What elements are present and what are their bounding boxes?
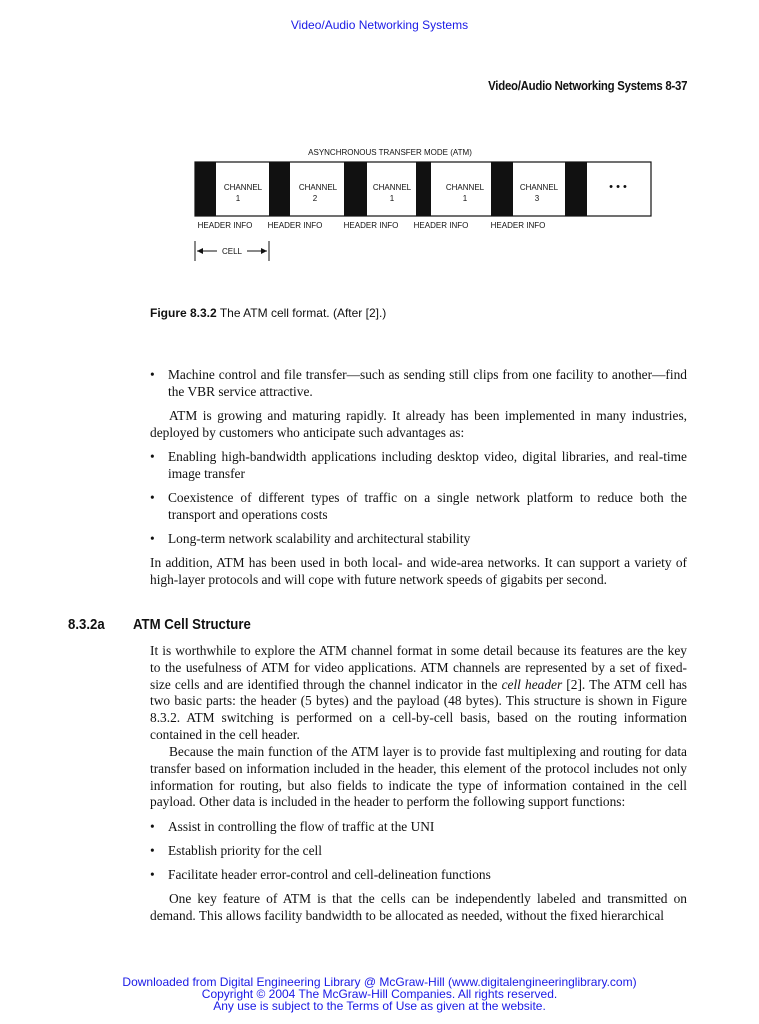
caption-text: The ATM cell format. (After [2].) bbox=[216, 306, 387, 320]
header-block bbox=[344, 162, 367, 216]
channel-num: 3 bbox=[534, 194, 540, 203]
header-info-label: HEADER INFO bbox=[197, 221, 253, 230]
bullet-icon: • bbox=[150, 490, 155, 505]
header-info-label: HEADER INFO bbox=[267, 221, 323, 230]
header-block bbox=[195, 162, 216, 216]
list-item: • Assist in controlling the flow of traffic at the UNI bbox=[150, 819, 435, 834]
list-item: • Enabling high-bandwidth applications including desktop video, digital libraries, and real-time image transfer bbox=[150, 449, 687, 481]
bullet-icon: • bbox=[150, 449, 155, 464]
channel-label: CHANNEL bbox=[298, 183, 338, 192]
running-head: Video/Audio Networking Systems 8-37 bbox=[487, 78, 687, 93]
channel-label: CHANNEL bbox=[519, 183, 559, 192]
list-item: • Establish priority for the cell bbox=[150, 843, 322, 858]
list-item: • Facilitate header error-control and cell-delineation functions bbox=[150, 867, 491, 882]
header-info-label: HEADER INFO bbox=[490, 221, 546, 230]
list-item: • Coexistence of different types of traffic on a single network platform to reduce both the transport and operations costs bbox=[150, 490, 687, 522]
channel-num: 2 bbox=[312, 194, 318, 203]
section-number: 8.3.2a bbox=[68, 616, 105, 633]
channel-num: 1 bbox=[235, 194, 241, 203]
section-title: ATM Cell Structure bbox=[133, 616, 251, 633]
paragraph: ATM is growing and maturing rapidly. It already has been implemented in many industries, deployed by customers who anticipate such advantages as: bbox=[150, 408, 687, 440]
paragraph: It is worthwhile to explore the ATM channel format in some detail because its features are the key to the usefulness of ATM for video applications. ATM channels are represented by a set of fixed-size cells and are identified through the channel indicator in the cell header [2]. The ATM cell has two basic parts: the header (5 bytes) and the payload (48 bytes). This structure is shown in Figure 8.3.2. ATM switching is performed on a cell-by-cell basis, based on the routing information contained in the cell header. bbox=[150, 643, 687, 742]
paragraph: In addition, ATM has been used in both local- and wide-area networks. It can support a variety of high-layer protocols and will cope with future network speeds of gigabits per second. bbox=[150, 555, 687, 587]
footer-line-2: Copyright © 2004 The McGraw-Hill Companies. All rights reserved. bbox=[201, 987, 558, 1001]
channel-num: 1 bbox=[389, 194, 395, 203]
list-item: • Machine control and file transfer—such as sending still clips from one facility to another—find the VBR service attractive. bbox=[150, 367, 687, 399]
cell-label: CELL bbox=[221, 247, 243, 256]
paragraph: One key feature of ATM is that the cells can be independently labeled and transmitted on demand. This allows facility bandwidth to be allocated as needed, without the fixed hierarchical bbox=[150, 891, 687, 923]
bullet-icon: • bbox=[150, 367, 155, 382]
header-block bbox=[416, 162, 431, 216]
top-link[interactable]: Video/Audio Networking Systems bbox=[290, 18, 469, 32]
header-info-label: HEADER INFO bbox=[343, 221, 399, 230]
atm-cell-figure bbox=[185, 140, 655, 270]
cell-arrowhead-left bbox=[197, 248, 203, 254]
header-info-label: HEADER INFO bbox=[413, 221, 469, 230]
footer-line-3[interactable]: Any use is subject to the Terms of Use as given at the website. bbox=[213, 999, 546, 1013]
bullet-icon: • bbox=[150, 531, 155, 546]
channel-label: CHANNEL bbox=[223, 183, 263, 192]
bullet-icon: • bbox=[150, 819, 155, 834]
figure-title: ASYNCHRONOUS TRANSFER MODE (ATM) bbox=[308, 148, 472, 157]
cell-arrowhead-right bbox=[261, 248, 267, 254]
footer-line-1[interactable]: Downloaded from Digital Engineering Library @ McGraw-Hill (www.digitalengineeringlibrary.com) bbox=[122, 975, 637, 989]
figure-caption bbox=[150, 306, 386, 320]
emphasis: cell header bbox=[501, 676, 563, 692]
ellipsis: • • • bbox=[609, 181, 627, 193]
bullet-icon: • bbox=[150, 867, 155, 882]
header-block bbox=[269, 162, 290, 216]
caption-label: Figure 8.3.2 bbox=[150, 306, 217, 320]
channel-label: CHANNEL bbox=[372, 183, 412, 192]
channel-num: 1 bbox=[462, 194, 468, 203]
header-block bbox=[491, 162, 513, 216]
header-block bbox=[565, 162, 587, 216]
list-item: • Long-term network scalability and architectural stability bbox=[150, 531, 471, 546]
bullet-icon: • bbox=[150, 843, 155, 858]
channel-label: CHANNEL bbox=[445, 183, 485, 192]
paragraph: Because the main function of the ATM layer is to provide fast multiplexing and routing for data transfer based on information included in the header, this element of the protocol includes not only information for routing, but also fields to indicate the type of information contained in the cell payload. Other data is included in the header to perform the following support functions: bbox=[150, 744, 687, 810]
